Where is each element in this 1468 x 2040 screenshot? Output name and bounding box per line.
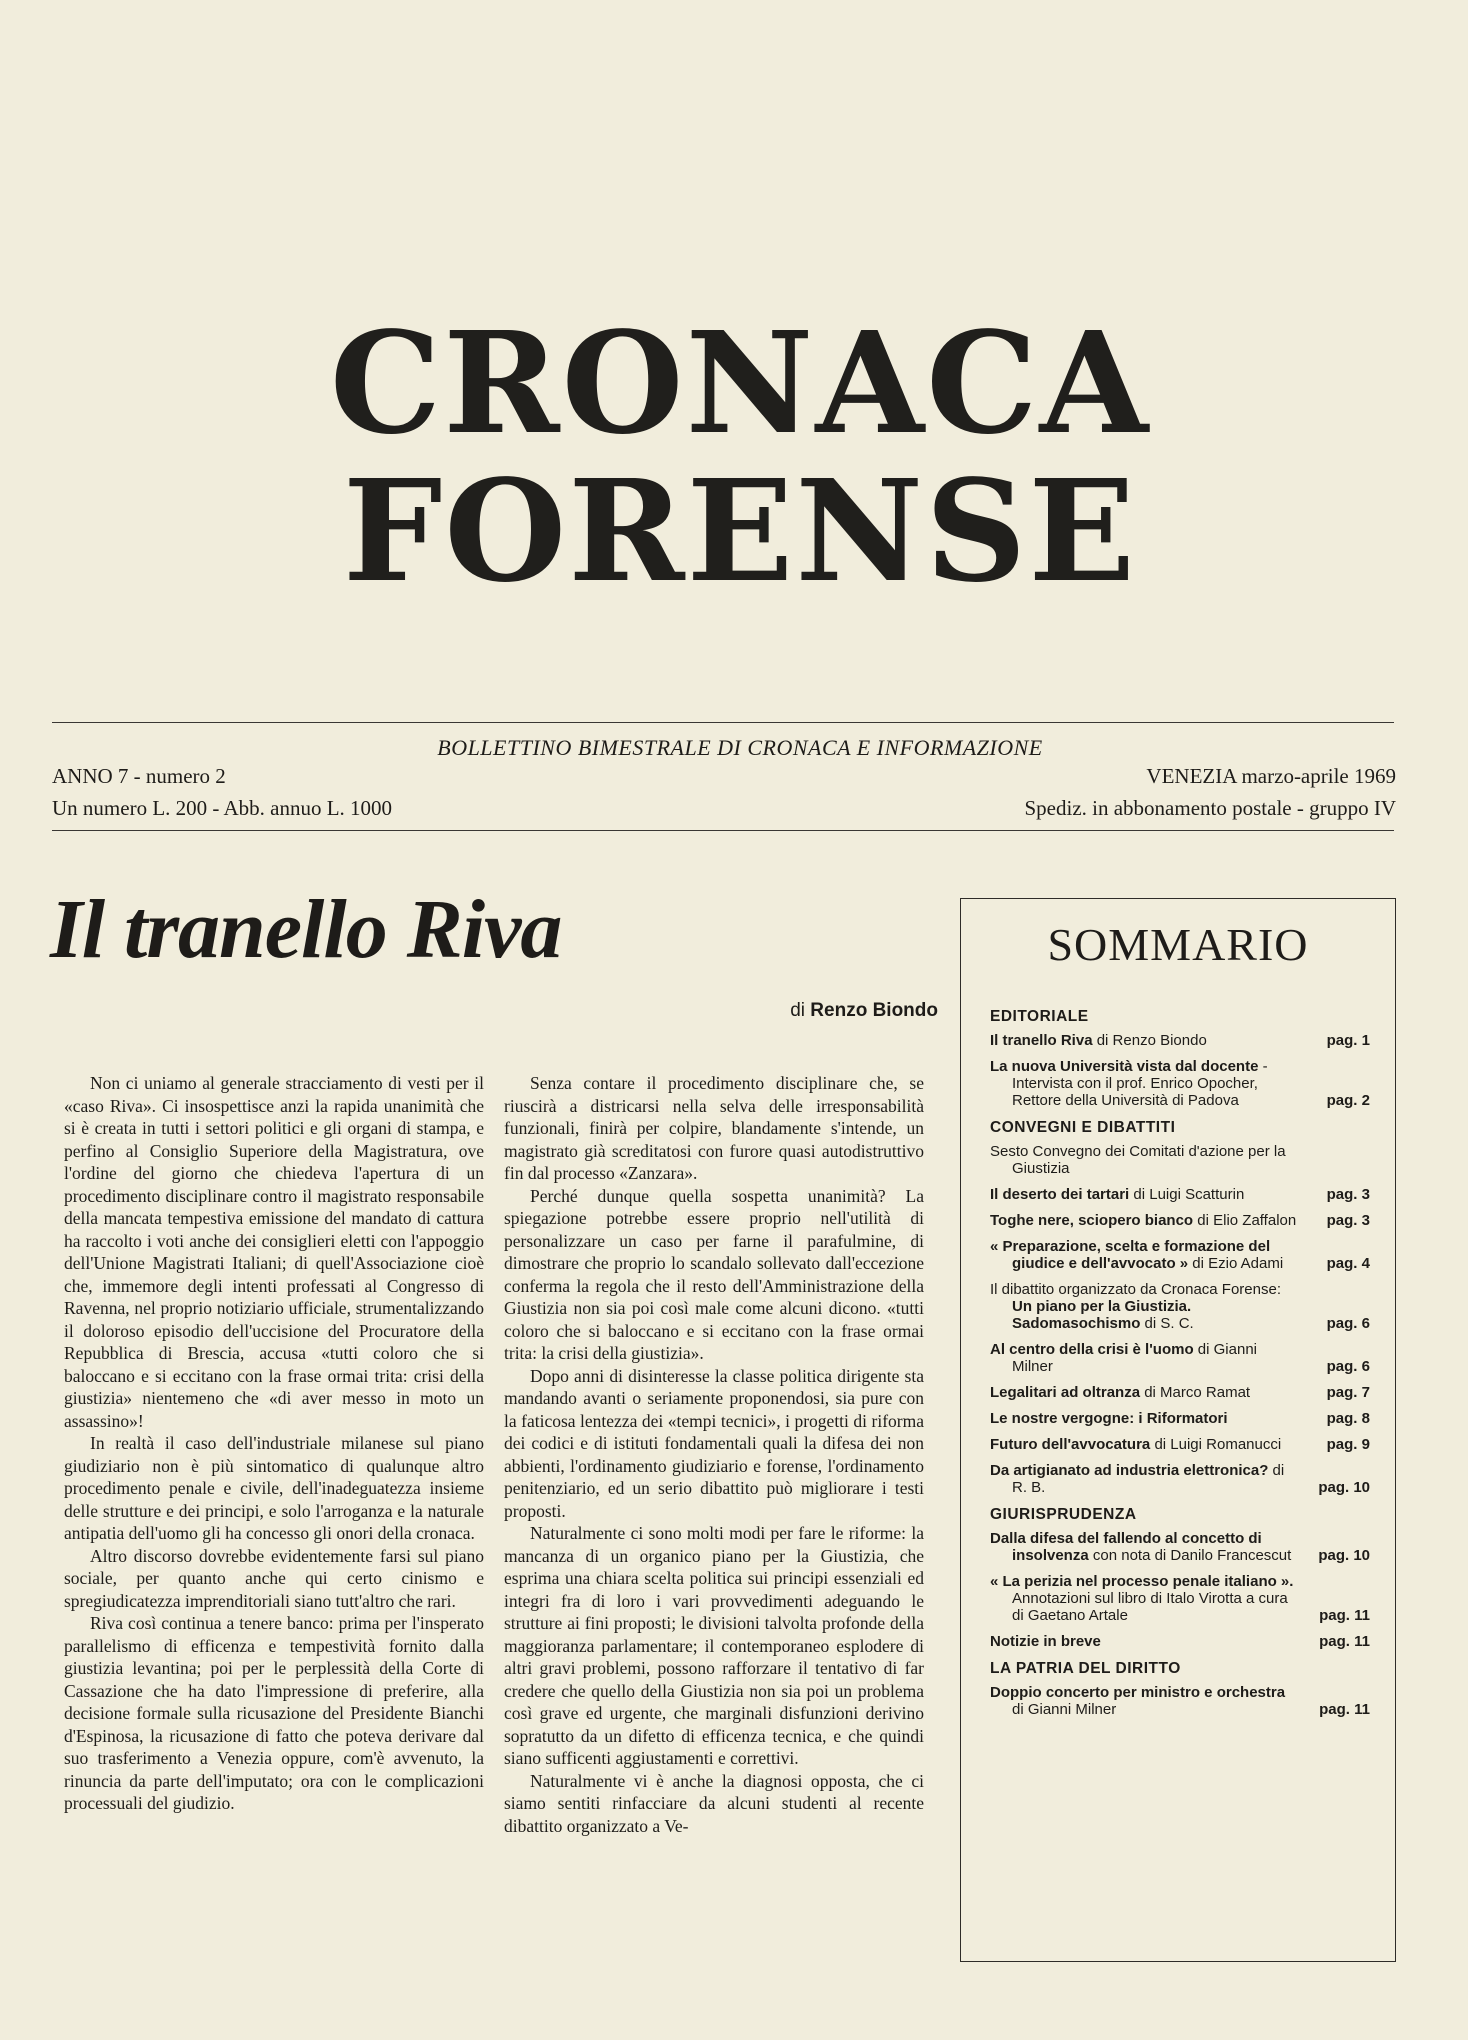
paragraph: Non ci uniamo al generale stracciamento di vesti per il «caso Riva». Ci insospettisce anzi la rapida unanimità che si è creata in tutti i settori politici e gli organi di stampa, e perfino al Consiglio Superiore della Magistratura, ove l'ordine del giorno che chiedeva l'apertura di un procedimento disciplinare contro il magistrato responsabile della mancata tempestiva emissione del mandato di cattura ha raccolto i voti anche dei consiglieri eletti con l'appoggio dell'Unione Magistrati Italiani; di quell'Associazione cioè che, immemore degli intenti professati al Congresso di Ravenna, nel proprio notiziario ufficiale, strumentalizzando il doloroso episodio dell'uccisione del Procuratore della Repubblica di Brescia, accusa «tutti coloro che si baloccano e si eccitano con la frase ormai trita: crisi della giustizia» nientemeno che «di aver messo in moto un assassino»! [64, 1073, 484, 1431]
summary-entry-title [990, 1436, 1298, 1453]
paragraph: Perché dunque quella sospetta unanimità? La spiegazione potrebbe essere proprio nell'utilità di personalizzare un caso per farne il parafulmine, di dimostrare che proprio lo scandalo sollevato dall'eccezione conferma la regola che il resto dell'Amministrazione della Giustizia non sia poi così male come alcuni dicono. «tutti coloro che si baloccano e si eccitano con la frase ormai trita: la crisi della giustizia». [504, 1185, 924, 1363]
summary-entry-bold-text: « La perizia nel processo penale italiano ». [990, 1573, 1294, 1590]
summary-entry-bold-text: Doppio concerto per ministro e orchestra [990, 1684, 1286, 1701]
summary-entry [990, 1530, 1370, 1564]
postal-info: Spediz. in abbonamento postale - gruppo IV [1024, 796, 1396, 820]
summary-section-heading: EDITORIALE [990, 1008, 1089, 1025]
paragraph: Dopo anni di disinteresse la classe politica dirigente sta mandando avanti o seriamente proponendosi, sia pure con la faticosa lentezza dei «tempi tecnici», i progetti di riforma dei codici e di istituti fondamentali quali la difesa dei non abbienti, l'ordinamento giudiziario e forense, l'ordinamento penitenziario, ed un serio dibattito può migliorare i testi proposti. [504, 1365, 924, 1521]
summary-entry-text: - Intervista con il prof. Enrico Opocher, Rettore della Università di Padova [1012, 1058, 1268, 1109]
summary-entry-title [990, 1633, 1298, 1650]
summary-entry-bold-text: La nuova Università vista dal docente [990, 1058, 1259, 1075]
summary-page-number: pag. 10 [1318, 1547, 1370, 1564]
summary-entry-title [990, 1684, 1298, 1718]
summary-entry [990, 1212, 1370, 1229]
article-column-2 [504, 1072, 924, 1837]
summary-entry-bold-text: Le nostre vergogne: i Riformatori [990, 1410, 1228, 1427]
summary-page-number: pag. 3 [1326, 1212, 1370, 1229]
paragraph: Naturalmente vi è anche la diagnosi opposta, che ci siamo sentiti rinfacciare da alcuni studenti al recente dibattito organizzato a Ve- [504, 1770, 924, 1836]
summary-entry-bold-text: Il deserto dei tartari [990, 1186, 1130, 1203]
issue-number: ANNO 7 - numero 2 [52, 764, 226, 788]
summary-entry [990, 1058, 1370, 1109]
summary-entry [990, 1032, 1370, 1049]
issue-price: Un numero L. 200 - Abb. annuo L. 1000 [52, 796, 393, 820]
summary-entry-text: di Elio Zaffalon [1193, 1212, 1297, 1229]
paragraph: In realtà il caso dell'industriale milanese sul piano giudiziario non è più sintomatico di qualunque altro procedimento penale e civile, dell'inadeguatezza insieme delle strutture e dei principi, e solo l'arroganza e la naturale antipatia dell'uomo gli ha concesso gli onori della cronaca. [64, 1433, 484, 1543]
summary-entry-text: di Luigi Romanucci [1150, 1436, 1282, 1453]
summary-entry [990, 1633, 1370, 1650]
paragraph: Altro discorso dovrebbe evidentemente farsi sul piano sociale, per quanto anche qui certo cinismo e spregiudicatezza imprenditoriali siano tutt'altro che rari. [64, 1545, 484, 1611]
summary-entry-text: di S. C. [1140, 1315, 1194, 1332]
article-column-1 [64, 1072, 484, 1815]
article-title: Il tranello Riva [50, 883, 562, 976]
summary-entry [990, 1573, 1370, 1624]
summary-page-number: pag. 9 [1326, 1436, 1370, 1453]
summary-page-number: pag. 11 [1319, 1701, 1370, 1718]
summary-entry-title [990, 1058, 1298, 1109]
summary-page-number: pag. 4 [1326, 1255, 1370, 1272]
byline-author: Renzo Biondo [810, 1000, 938, 1021]
summary-entry-text: di Luigi Scatturin [1129, 1186, 1245, 1203]
masthead-logo [300, 302, 1180, 614]
summary-entry-bold-text: Da artigianato ad industria elettronica? [990, 1462, 1269, 1479]
summary-entry-bold-text: « Preparazione, scelta e formazione del giudice e dell'avvocato » [990, 1238, 1271, 1272]
summary-section-heading: CONVEGNI E DIBATTITI [990, 1119, 1176, 1136]
byline-prefix: di [790, 1000, 806, 1021]
summary-section-heading: GIURISPRUDENZA [990, 1506, 1137, 1523]
place-date-info [1025, 760, 1397, 824]
summary-entry-bold-text: Dalla difesa del fallendo al concetto di insolvenza [990, 1530, 1262, 1564]
summary-entry-title [990, 1186, 1298, 1203]
summary-entry [990, 1186, 1370, 1203]
summary-entry-title [990, 1281, 1298, 1332]
paragraph: Naturalmente ci sono molti modi per fare le riforme: la mancanza di un organico piano per la Giustizia, che esprima una chiara scelta politica sui principi essenziali ed integri fra di loro i vari provvedimenti adeguando le strutture ai fini proposti; le divisioni talvolta profonde della maggioranza parlamentare; il contemporaneo esplodere di altri gravi problemi, possono rafforzare il tentativo di far credere che quello della Giustizia non sia poi un problema così grave ed urgente, che marginali disfunzioni derivino sopratutto da un difetto di efficenza tecnica, e che quindi siano sufficenti aggiustamenti e correttivi. [504, 1523, 924, 1768]
header-bottom-rule [52, 830, 1394, 831]
summary-entry [990, 1143, 1370, 1177]
article-byline [450, 1000, 938, 1022]
summary-entry [990, 1436, 1370, 1453]
summary-title: SOMMARIO [1047, 919, 1309, 970]
summary-entry-text: di Marco Ramat [1140, 1384, 1251, 1401]
summary-page-number: pag. 7 [1326, 1384, 1370, 1401]
summary-entry-text: Il dibattito organizzato da Cronaca Forense: [990, 1281, 1281, 1298]
summary-entry-title [990, 1341, 1298, 1375]
summary-entry-bold-text: Un piano per la Giustizia. Sadomasochismo [1012, 1298, 1192, 1332]
summary-entry-bold-text: Il tranello Riva [990, 1032, 1093, 1049]
summary-entry [990, 1341, 1370, 1375]
summary-entry [990, 1238, 1370, 1272]
summary-page-number: pag. 3 [1326, 1186, 1370, 1203]
summary-section-heading: LA PATRIA DEL DIRITTO [990, 1660, 1181, 1677]
issue-info [52, 760, 392, 824]
summary-entry-text: Sesto Convegno dei Comitati d'azione per la Giustizia [990, 1143, 1286, 1177]
summary-entry [990, 1281, 1370, 1332]
summary-entry [990, 1384, 1370, 1401]
place-date: VENEZIA marzo-aprile 1969 [1146, 764, 1396, 788]
summary-entry-text: di Renzo Biondo [1092, 1032, 1207, 1049]
summary-page-number: pag. 8 [1326, 1410, 1370, 1427]
summary-entry-bold-text: Notizie in breve [990, 1633, 1101, 1650]
paragraph: Senza contare il procedimento disciplinare che, se riuscirà a districarsi nella selva delle irresponsabilità funzionali, finirà per colpire, blandamente s'intende, un magistrato già screditatosi con furore quasi autodistruttivo fin dal processo «Zanzara». [504, 1073, 924, 1183]
summary-entry-bold-text: Legalitari ad oltranza [990, 1384, 1141, 1401]
summary-entry-title [990, 1238, 1298, 1272]
summary-page-number: pag. 6 [1326, 1358, 1370, 1375]
summary-entry-text: di Ezio Adami [1188, 1255, 1284, 1272]
summary-entry-bold-text: Al centro della crisi è l'uomo [990, 1341, 1194, 1358]
summary-entry-title [990, 1573, 1298, 1624]
summary-page-number: pag. 11 [1319, 1607, 1370, 1624]
summary-page-number: pag. 2 [1326, 1092, 1370, 1109]
summary-entry-title [990, 1143, 1298, 1177]
summary-entry-title [990, 1212, 1298, 1229]
summary-entry-title [990, 1384, 1298, 1401]
masthead-line-1: CRONACA [329, 302, 1151, 466]
summary-entry-title [990, 1032, 1298, 1049]
summary-entry-bold-text: Futuro dell'avvocatura [990, 1436, 1151, 1453]
summary-entry-bold-text: Toghe nere, sciopero bianco [990, 1212, 1194, 1229]
summary-entry [990, 1462, 1370, 1496]
bulletin-subtitle: BOLLETTINO BIMESTRALE DI CRONACA E INFORMAZIONE [437, 735, 1043, 760]
summary-page-number: pag. 1 [1326, 1032, 1370, 1049]
summary-entry-title [990, 1530, 1298, 1564]
summary-list [990, 998, 1370, 1727]
header-top-rule [52, 722, 1394, 723]
summary-entry-text: di Gianni Milner [1012, 1701, 1117, 1718]
summary-page-number: pag. 6 [1326, 1315, 1370, 1332]
paragraph: Riva così continua a tenere banco: prima per l'insperato parallelismo di efficenza e tempestività fornito dalla giustizia levantina; poi per le perplessità della Corte di Cassazione che ha dato l'impressione di preferire, alla decisione formale sulla ricusazione del Presidente Bianchi d'Espinosa, la ricusazione di fatto che poteva derivare dal suo trasferimento a Venezia oppure, com'è avvenuto, la rinuncia da parte dell'imputato; ora con le complicazioni processuali del giudizio. [64, 1613, 484, 1813]
summary-entry-text: di R. B. [1012, 1462, 1285, 1496]
summary-entry [990, 1684, 1370, 1718]
summary-page-number: pag. 11 [1319, 1633, 1370, 1650]
summary-entry-text: di Gianni Milner [1012, 1341, 1257, 1375]
summary-entry-text: Annotazioni sul libro di Italo Virotta a cura di Gaetano Artale [1012, 1590, 1288, 1624]
summary-entry-text: con nota di Danilo Francescut [1088, 1547, 1292, 1564]
summary-entry-title [990, 1410, 1298, 1427]
summary-entry-title [990, 1462, 1298, 1496]
summary-entry [990, 1410, 1370, 1427]
summary-page-number: pag. 10 [1318, 1479, 1370, 1496]
masthead-line-2: FORENSE [342, 450, 1138, 614]
